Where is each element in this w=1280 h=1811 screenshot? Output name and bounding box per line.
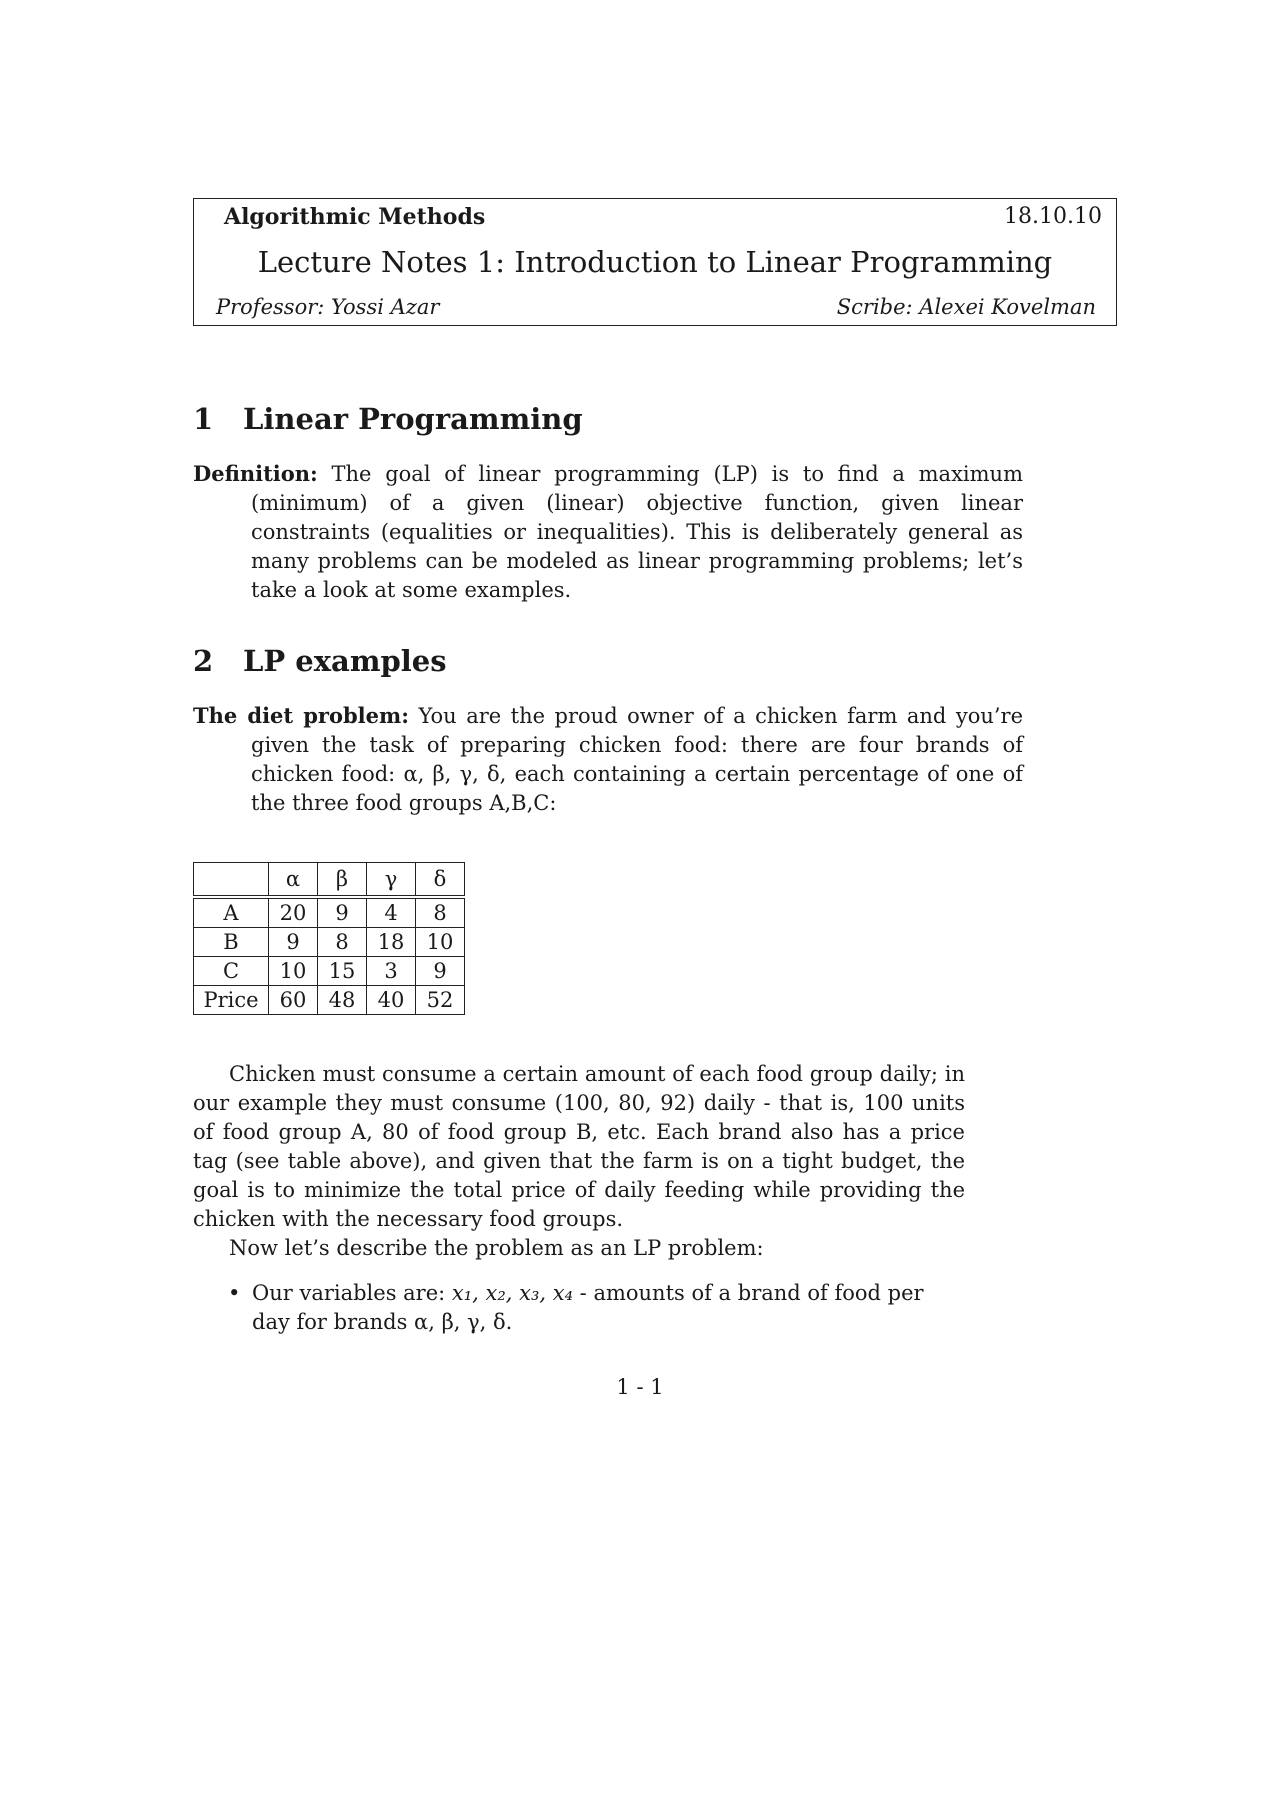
- column-header-cell: [194, 863, 269, 898]
- table-header-row: [194, 863, 465, 898]
- table-cell: 8: [416, 897, 465, 928]
- table-cell: 4: [367, 897, 416, 928]
- course-name: Algorithmic Methods: [224, 204, 486, 230]
- row-label-cell: B: [194, 928, 269, 957]
- lecture-date: 18.10.10: [1004, 204, 1102, 229]
- row-label-cell: Price: [194, 986, 269, 1015]
- table-cell: 8: [318, 928, 367, 957]
- requirements-paragraph: Chicken must consume a certain amount of each food group daily; in our example they must consume (100, 80, 92) daily - that is, 100 units of food group A, 80 of food group B, etc. Each brand also has a price tag (see table above), and given that the farm is on a tight budget, the goal is to minimize the total price of daily feeding while providing the chicken with the necessary food groups.: [193, 1062, 965, 1231]
- table-cell: 9: [269, 928, 318, 957]
- table-cell: 18: [367, 928, 416, 957]
- column-header-cell: δ: [416, 863, 465, 898]
- section-1-title: Linear Programming: [243, 402, 583, 436]
- list-item: [228, 1279, 965, 1337]
- table-cell: 10: [269, 957, 318, 986]
- variables-math: x₁, x₂, x₃, x₄: [451, 1281, 573, 1305]
- variables-list: [228, 1279, 965, 1337]
- section-2-title: LP examples: [243, 644, 447, 678]
- diet-problem-paragraph: [193, 701, 1023, 818]
- professor-name: Professor: Yossi Azar: [216, 295, 440, 319]
- table-row: [194, 897, 465, 928]
- section-1-number: 1: [193, 402, 214, 436]
- table-row: [194, 986, 465, 1015]
- page-number: 1 - 1: [616, 1375, 664, 1399]
- table-cell: 9: [416, 957, 465, 986]
- definition-text: The goal of linear programming (LP) is to find a maximum (minimum) of a given (linear) objective function, given linear constraints (equalities or inequalities). This is deliberately general as many problems can be modeled as linear programming problems; let’s take a look at some examples.: [251, 462, 1023, 602]
- lp-intro-paragraph: Now let’s describe the problem as an LP problem:: [229, 1236, 764, 1260]
- table-cell: 3: [367, 957, 416, 986]
- variables-prefix: Our variables are:: [252, 1281, 452, 1305]
- table-cell: 9: [318, 897, 367, 928]
- section-2-heading: [193, 644, 447, 678]
- column-header-cell: β: [318, 863, 367, 898]
- row-label-cell: C: [194, 957, 269, 986]
- table-cell: 40: [367, 986, 416, 1015]
- table-cell: 10: [416, 928, 465, 957]
- table-cell: 15: [318, 957, 367, 986]
- diet-problem-text: You are the proud owner of a chicken farm and you’re given the task of preparing chicken food: there are four brands of chicken food: α, β, γ, δ, each containing a certain percentage of one of the three food groups A,B,C:: [251, 704, 1023, 815]
- section-2-number: 2: [193, 644, 214, 678]
- section-1-heading: [193, 402, 583, 436]
- lecture-header-box: [193, 198, 1117, 326]
- table-cell: 60: [269, 986, 318, 1015]
- definition-label: Definition:: [193, 461, 318, 486]
- scribe-name: Scribe: Alexei Kovelman: [836, 295, 1096, 319]
- row-label-cell: A: [194, 897, 269, 928]
- food-brand-table: [193, 862, 465, 1015]
- table-cell: 20: [269, 897, 318, 928]
- table-row: [194, 957, 465, 986]
- table-row: [194, 928, 465, 957]
- table-cell: 48: [318, 986, 367, 1015]
- diet-problem-label: The diet problem:: [193, 703, 409, 728]
- table-cell: 52: [416, 986, 465, 1015]
- column-header-cell: γ: [367, 863, 416, 898]
- definition-paragraph: [193, 459, 1023, 605]
- column-header-cell: α: [269, 863, 318, 898]
- variables-suffix: - amounts of a brand of food per day for brands α, β, γ, δ.: [252, 1281, 924, 1334]
- lecture-title: Lecture Notes 1: Introduction to Linear Programming: [257, 245, 1053, 279]
